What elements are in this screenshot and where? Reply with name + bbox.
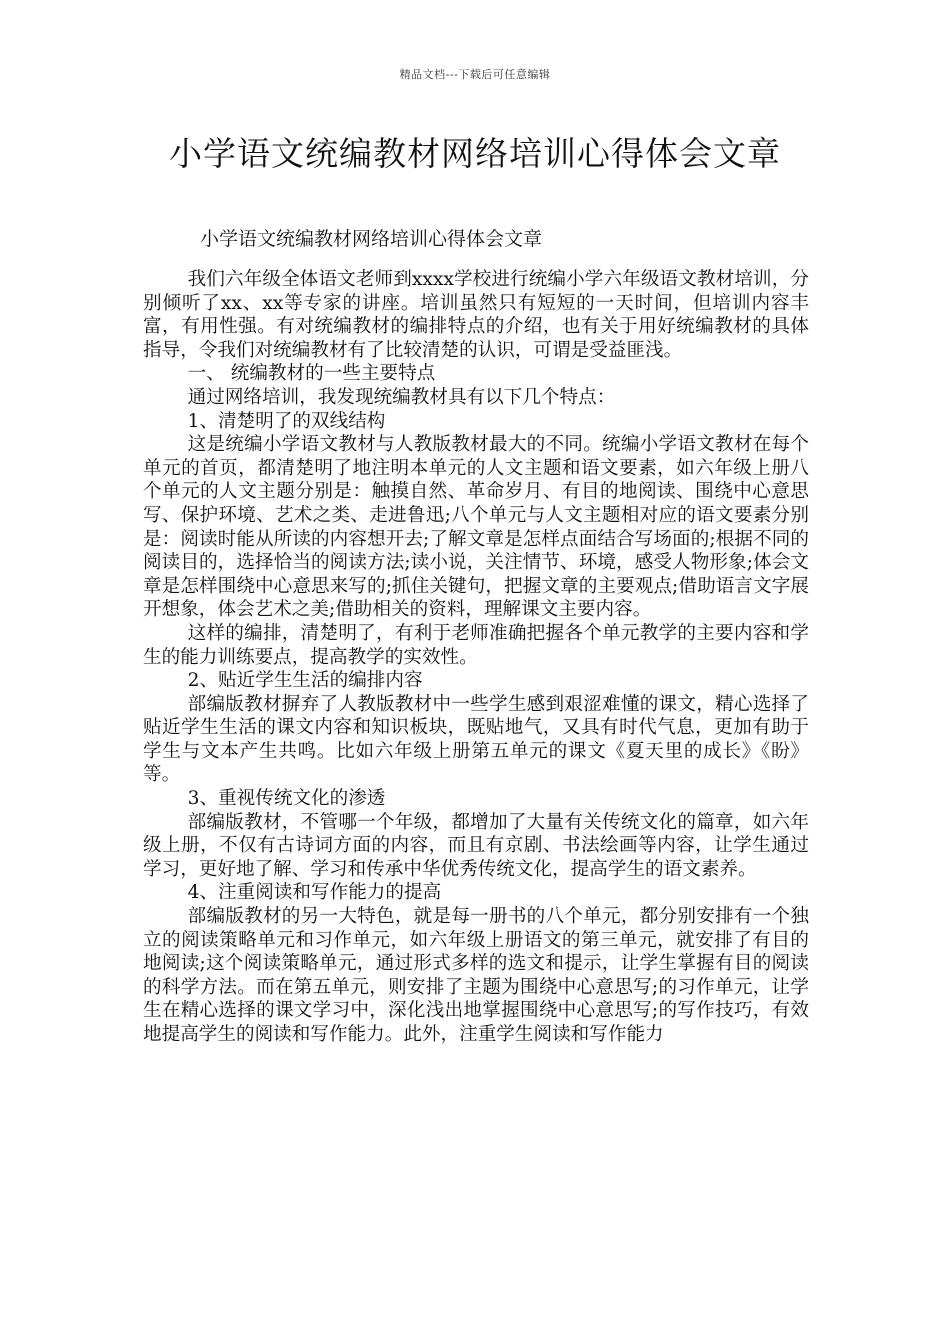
- paragraph-reading-writing: 部编版教材的另一大特色，就是每一册书的八个单元，都分别安排有一个独立的阅读策略单元和习作单元，如六年级上册语文的第三单元，就安排了有目的地阅读;这个阅读策略单元，通过形式多样的选文和提示，让学生掌握有目的阅读的科学方法。而在第五单元，则安排了主题为围绕中心意思写;的习作单元，让学生在精心选择的课文学习中，深化浅出地掌握围绕中心意思写;的写作技巧，有效地提高学生的阅读和写作能力。此外，注重学生阅读和写作能力: [143, 906, 809, 1045]
- document-body: [143, 268, 809, 1047]
- subheading-student-life: 2、贴近学生生活的编排内容: [187, 670, 423, 692]
- section-heading-features: 一、 统编教材的一些主要特点: [187, 363, 436, 385]
- header-note: 精品文档---下载后可任意编辑: [399, 68, 551, 81]
- paragraph-traditional-culture: 部编版教材，不管哪一个年级，都增加了大量有关传统文化的篇章，如六年级上册，不仅有古诗词方面的内容，而且有京剧、书法绘画等内容，让学生通过学习，更好地了解、学习和传承中华优秀传统文化，提高学生的语文素养。: [143, 811, 809, 880]
- subheading-reading-writing: 4、注重阅读和写作能力的提高: [187, 882, 442, 904]
- paragraph-dual-structure: 这是统编小学语文教材与人教版教材最大的不同。统编小学语文教材在每个单元的首页，都清楚明了地注明本单元的人文主题和语文要素，如六年级上册八个单元的人文主题分别是：触摸自然、革命岁月、有目的地阅读、围绕中心意思写、保护环境、艺术之类、走进鲁迅;八个单元与人文主题相对应的语文要素分别是：阅读时能从所读的内容想开去;了解文章是怎样点面结合写场面的;根据不同的阅读目的，选择恰当的阅读方法;读小说，关注情节、环境，感受人物形象;体会文章是怎样围绕中心意思来写的;抓住关键句，把握文章的主要观点;借助语言文字展开想象，体会艺术之美;借助相关的资料，理解课文主要内容。: [143, 434, 809, 621]
- document-subtitle: 小学语文统编教材网络培训心得体会文章: [200, 228, 543, 250]
- subheading-dual-structure: 1、清楚明了的双线结构: [187, 410, 386, 432]
- paragraph-features-lead: 通过网络培训，我发现统编教材具有以下几个特点：: [187, 386, 616, 408]
- paragraph-dual-structure-benefit: 这样的编排，清楚明了，有利于老师准确把握各个单元教学的主要内容和学生的能力训练要点，提高教学的实效性。: [143, 622, 809, 668]
- document-title: 小学语文统编教材网络培训心得体会文章: [169, 134, 781, 173]
- paragraph-intro: 我们六年级全体语文老师到xxxx学校进行统编小学六年级语文教材培训，分别倾听了xx、xx等专家的讲座。培训虽然只有短短的一天时间，但培训内容丰富，有用性强。有对统编教材的编排特点的介绍，也有关于用好统编教材的具体指导，令我们对统编教材有了比较清楚的认识，可谓是受益匪浅。: [143, 269, 809, 361]
- subheading-traditional-culture: 3、重视传统文化的渗透: [187, 788, 386, 810]
- paragraph-student-life: 部编版教材摒弃了人教版教材中一些学生感到艰涩难懂的课文，精心选择了贴近学生生活的课文内容和知识板块，既贴地气，又具有时代气息，更加有助于学生与文本产生共鸣。比如六年级上册第五单元的课文《夏天里的成长》《盼》等。: [143, 693, 809, 786]
